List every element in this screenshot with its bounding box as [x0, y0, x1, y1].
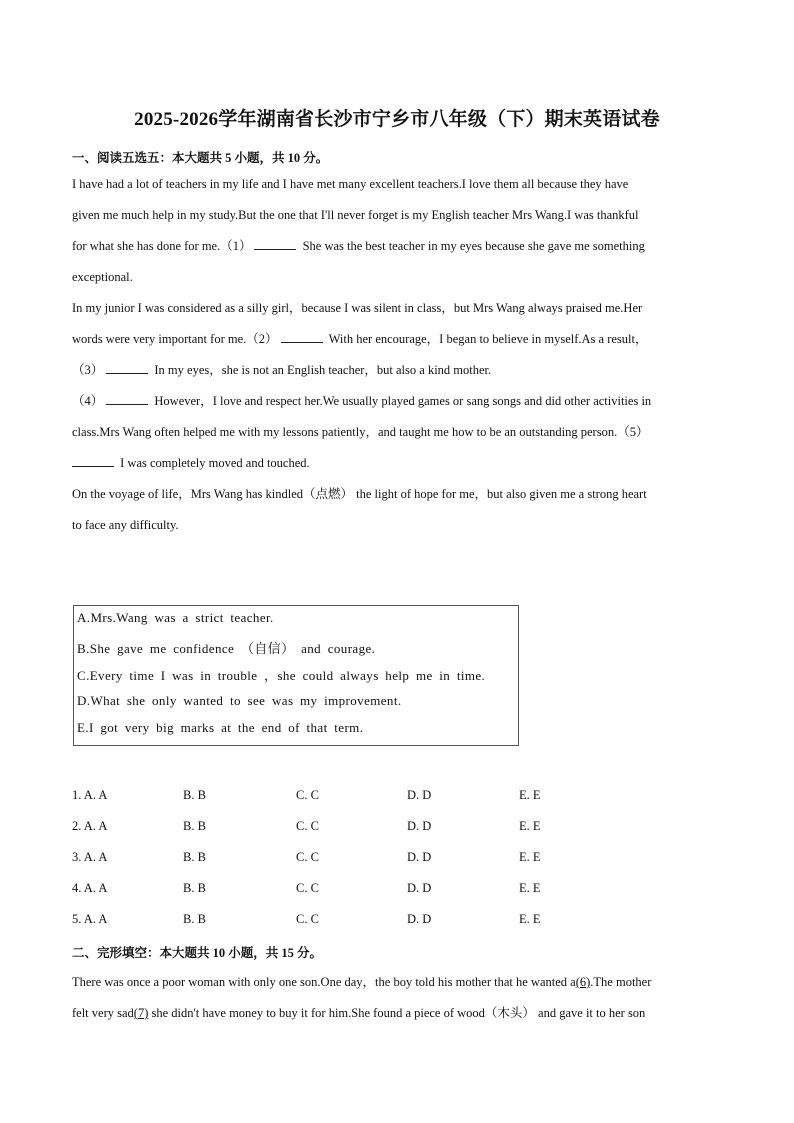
answer-row — [72, 912, 632, 932]
page-title: 2025-2026学年湖南省长沙市宁乡市八年级（下）期末英语试卷 — [134, 109, 660, 130]
passage-text: felt very sad — [72, 1006, 134, 1020]
answer-blank-3[interactable] — [106, 363, 148, 374]
answer-blank-1[interactable] — [254, 239, 296, 250]
option-a: A.Mrs.Wang was a strict teacher. — [77, 610, 274, 625]
choice-a[interactable]: 2. A. A — [72, 819, 108, 833]
passage-line — [72, 998, 722, 1029]
options-box — [73, 605, 519, 746]
choice-e[interactable]: E. E — [519, 881, 541, 895]
passage-line: In my junior I was considered as a silly girl，because I was silent in class，but Mrs Wang always praised me.Her — [72, 301, 643, 315]
choice-b[interactable]: B. B — [183, 788, 206, 802]
choice-c[interactable]: C. C — [296, 850, 319, 864]
choice-d[interactable]: D. D — [407, 881, 432, 895]
choice-a[interactable]: 4. A. A — [72, 881, 108, 895]
choice-d[interactable]: D. D — [407, 850, 432, 864]
choice-b[interactable]: B. B — [183, 850, 206, 864]
passage-text: she didn't have money to buy it for him.She found a piece of wood（木头） and gave it to her son — [148, 1006, 646, 1020]
choice-d[interactable]: D. D — [407, 912, 432, 926]
section-heading-cloze: 二、完形填空：本大题共 10 小题，共 15 分。 — [72, 946, 323, 960]
passage-line — [72, 967, 722, 998]
answer-row — [72, 850, 632, 870]
passage-line: to face any difficulty. — [72, 518, 179, 532]
choice-c[interactable]: C. C — [296, 912, 319, 926]
passage-line — [72, 231, 722, 262]
choice-a[interactable]: 1. A. A — [72, 788, 108, 802]
answer-row — [72, 819, 632, 839]
answer-row — [72, 881, 632, 901]
passage-line: class.Mrs Wang often helped me with my lessons patiently，and taught me how to be an outstanding person.（5） — [72, 425, 649, 439]
answer-blank-2[interactable] — [281, 332, 323, 343]
passage-text: （4） — [72, 394, 104, 408]
passage-line: I have had a lot of teachers in my life and I have met many excellent teachers.I love them all because they have — [72, 177, 629, 191]
passage-text: She was the best teacher in my eyes because she gave me something — [299, 239, 645, 253]
passage-line: exceptional. — [72, 270, 133, 284]
choice-b[interactable]: B. B — [183, 912, 206, 926]
passage-line: On the voyage of life，Mrs Wang has kindled（点燃） the light of hope for me，but also given me a strong heart — [72, 487, 647, 501]
passage-text: There was once a poor woman with only one son.One day，the boy told his mother that he wanted a — [72, 975, 576, 989]
choice-b[interactable]: B. B — [183, 881, 206, 895]
choice-e[interactable]: E. E — [519, 912, 541, 926]
cloze-blank-6[interactable]: (6) — [575, 975, 591, 989]
passage-text: However，I love and respect her.We usually played games or sang songs and did other activities in — [151, 394, 652, 408]
answer-blank-5[interactable] — [72, 456, 114, 467]
answer-row — [72, 788, 632, 808]
option-b: B.She gave me confidence （自信） and courage. — [77, 641, 376, 656]
passage-text: With her encourage，I began to believe in myself.As a result， — [325, 332, 648, 346]
choice-d[interactable]: D. D — [407, 788, 432, 802]
choice-e[interactable]: E. E — [519, 819, 541, 833]
choice-d[interactable]: D. D — [407, 819, 432, 833]
answer-blank-4[interactable] — [106, 394, 148, 405]
passage-line — [72, 386, 722, 417]
choice-c[interactable]: C. C — [296, 881, 319, 895]
option-d: D.What she only wanted to see was my improvement. — [77, 693, 402, 708]
choice-e[interactable]: E. E — [519, 850, 541, 864]
option-c: C.Every time I was in trouble ，she could always help me in time. — [77, 668, 486, 683]
passage-line — [72, 448, 722, 479]
passage-text: In my eyes，she is not an English teacher，but also a kind mother. — [151, 363, 492, 377]
option-e: E.I got very big marks at the end of that term. — [77, 720, 364, 735]
passage-text: I was completely moved and touched. — [117, 456, 310, 470]
choice-c[interactable]: C. C — [296, 819, 319, 833]
passage-text: （3） — [72, 363, 104, 377]
passage-line: given me much help in my study.But the one that I'll never forget is my English teacher Mrs Wang.I was thankful — [72, 208, 639, 222]
passage-text: .The mother — [590, 975, 652, 989]
reading-passage — [72, 169, 722, 541]
choice-b[interactable]: B. B — [183, 819, 206, 833]
choice-a[interactable]: 5. A. A — [72, 912, 108, 926]
passage-text: for what she has done for me.（1） — [72, 239, 252, 253]
choice-e[interactable]: E. E — [519, 788, 541, 802]
passage-text: words were very important for me.（2） — [72, 332, 278, 346]
passage-line — [72, 324, 722, 355]
cloze-passage — [72, 967, 722, 1029]
passage-line — [72, 355, 722, 386]
section-heading-reading: 一、阅读五选五：本大题共 5 小题，共 10 分。 — [72, 151, 329, 165]
cloze-blank-7[interactable]: (7) — [133, 1006, 149, 1020]
choice-c[interactable]: C. C — [296, 788, 319, 802]
choice-a[interactable]: 3. A. A — [72, 850, 108, 864]
